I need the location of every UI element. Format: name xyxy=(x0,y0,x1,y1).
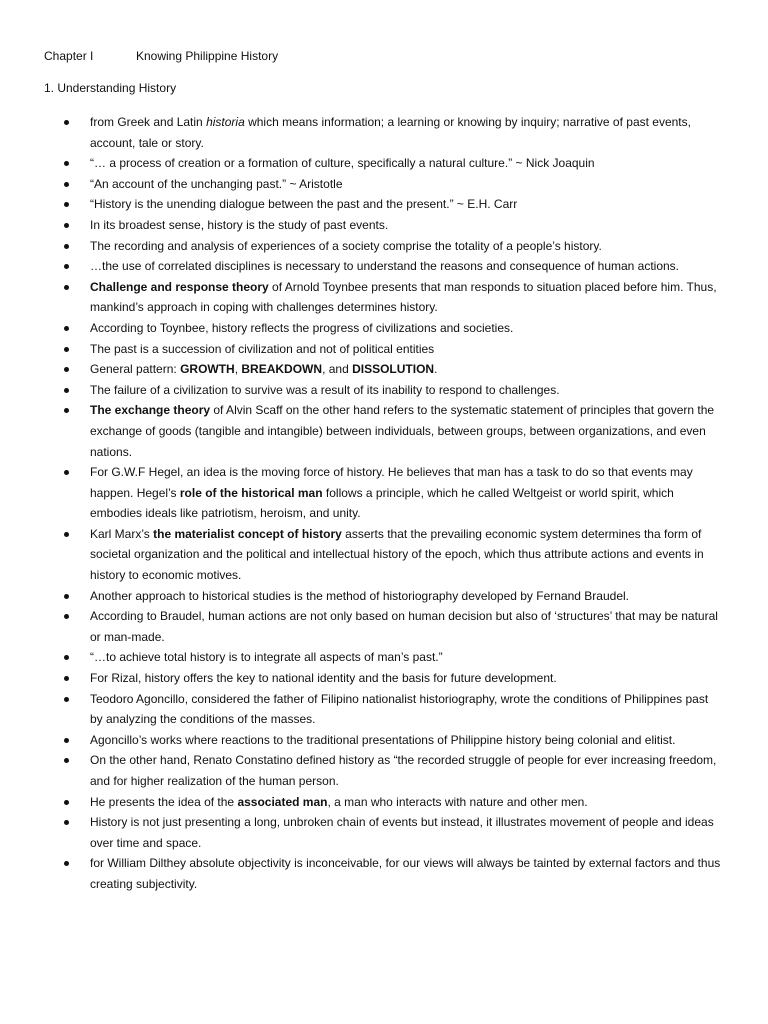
chapter-label: Chapter I xyxy=(44,49,94,63)
list-item-text: DISSOLUTION xyxy=(352,362,435,377)
list-item xyxy=(44,730,724,751)
list-item xyxy=(44,359,724,380)
list-item-text: “…to achieve total history is to integrate all aspects of man’s past.” xyxy=(90,650,443,665)
list-item-text: “History is the unending dialogue between the past and the present.” ~ E.H. Carr xyxy=(90,197,518,212)
list-item-text: the materialist concept of history xyxy=(153,526,342,541)
bullet-icon xyxy=(64,223,69,228)
list-item-text: for William Dilthey absolute objectivity is inconceivable, for our views will always be tainted by external factors and thus creating subjectivity. xyxy=(90,856,721,891)
list-item-text: role of the historical man xyxy=(179,485,323,500)
list-item-text: The recording and analysis of experiences of a society comprise the totality of a people’s history. xyxy=(90,238,602,253)
section-heading: 1. Understanding History xyxy=(44,81,177,95)
list-item xyxy=(44,647,724,668)
list-item-text: from Greek and Latin xyxy=(90,115,207,129)
bullet-icon xyxy=(64,347,69,352)
bullet-icon xyxy=(64,800,69,805)
list-item-text: For Rizal, history offers the key to national identity and the basis for future development. xyxy=(90,671,557,686)
list-item xyxy=(44,689,724,730)
list-item xyxy=(44,400,724,462)
list-item xyxy=(44,668,724,689)
list-item-text: of Arnold Toynbee presents that man responds to situation placed before him. Thus, mankind’s approach in coping with challenges determines history. xyxy=(90,279,717,315)
list-item-text: which means information; a learning or knowing by inquiry; narrative of past events, account, tale or story. xyxy=(90,115,691,150)
list-item xyxy=(44,853,724,894)
bullet-icon xyxy=(64,532,69,537)
list-item-text: BREAKDOWN xyxy=(241,362,323,377)
list-item-text: of Alvin Scaff on the other hand refers to the systematic statement of principles that govern the exchange of goods (tangible and intangible) between individuals, between groups, between organizations, and even nations. xyxy=(90,403,715,459)
list-item xyxy=(44,812,724,853)
bullet-icon xyxy=(64,820,69,825)
bullet-icon xyxy=(64,120,69,125)
list-item-text: follows a principle, which he called Weltgeist or world spirit, which embodies ideals like patriotism, heroism, and unity. xyxy=(90,485,674,521)
list-item xyxy=(44,215,724,236)
bullet-icon xyxy=(64,738,69,743)
list-item xyxy=(44,524,724,586)
list-item-text: Another approach to historical studies is the method of historiography developed by Fernand Braudel. xyxy=(90,588,629,603)
list-item-text: historia xyxy=(206,115,245,129)
list-item-text: General pattern: xyxy=(90,362,181,377)
bullet-icon xyxy=(64,367,69,372)
bullet-icon xyxy=(64,161,69,166)
bullet-icon xyxy=(64,655,69,660)
bullet-icon xyxy=(64,202,69,207)
bullet-icon xyxy=(64,182,69,187)
list-item xyxy=(44,380,724,401)
list-item-text: “… a process of creation or a formation of culture, specifically a natural culture.” ~ Nick Joaquin xyxy=(90,156,595,171)
list-item-text: In its broadest sense, history is the study of past events. xyxy=(90,217,389,232)
list-item-text: GROWTH xyxy=(180,362,235,377)
list-item xyxy=(44,462,724,524)
bullet-icon xyxy=(64,388,69,393)
list-item-text: On the other hand, Renato Constatino defined history as “the recorded struggle of people for ever increasing freedom, and for higher realization of the human person. xyxy=(90,753,717,788)
list-item xyxy=(44,112,724,153)
bullet-icon xyxy=(64,264,69,269)
list-item xyxy=(44,606,724,647)
list-item-text: Teodoro Agoncillo, considered the father of Filipino nationalist historiography, wrote the conditions of Philippines past by analyzing the conditions of the masses. xyxy=(90,691,709,727)
list-item-text: According to Braudel, human actions are not only based on human decision but also of ‘structures’ that may be natural or man-made. xyxy=(90,609,718,644)
list-item xyxy=(44,792,724,813)
list-item xyxy=(44,339,724,360)
list-item-text: The past is a succession of civilization and not of political entities xyxy=(90,341,435,356)
bullet-icon xyxy=(64,285,69,290)
list-item-text: He presents the idea of the xyxy=(90,794,238,809)
list-item-text: Karl Marx’s xyxy=(90,526,154,541)
list-item xyxy=(44,277,724,318)
list-item xyxy=(44,153,724,174)
bullet-icon xyxy=(64,861,69,866)
list-item-text: . xyxy=(434,362,438,377)
bullet-icon xyxy=(64,676,69,681)
bullet-icon xyxy=(64,697,69,702)
list-item-text: , xyxy=(234,362,242,377)
bullet-icon xyxy=(64,470,69,475)
list-item xyxy=(44,750,724,791)
list-item xyxy=(44,318,724,339)
list-item-text: , a man who interacts with nature and other men. xyxy=(327,794,588,809)
list-item xyxy=(44,236,724,257)
bullet-icon xyxy=(64,244,69,249)
bullet-list xyxy=(44,112,724,895)
list-item-text: …the use of correlated disciplines is necessary to understand the reasons and consequence of human actions. xyxy=(90,259,680,274)
list-item-text: According to Toynbee, history reflects the progress of civilizations and societies. xyxy=(90,320,514,335)
bullet-icon xyxy=(64,614,69,619)
list-item xyxy=(44,256,724,277)
bullet-icon xyxy=(64,408,69,413)
list-item-text: , and xyxy=(322,362,353,377)
list-item-text: Agoncillo’s works where reactions to the traditional presentations of Philippine history being colonial and elitist. xyxy=(90,732,676,747)
list-item xyxy=(44,194,724,215)
list-item-text: Challenge and response theory xyxy=(90,279,269,294)
list-item-text: The failure of a civilization to survive was a result of its inability to respond to challenges. xyxy=(90,382,560,397)
list-item-text: History is not just presenting a long, unbroken chain of events but instead, it illustrates movement of people and ideas over time and space. xyxy=(90,815,714,850)
list-item-text: “An account of the unchanging past.” ~ Aristotle xyxy=(90,176,343,191)
list-item xyxy=(44,174,724,195)
bullet-icon xyxy=(64,758,69,763)
list-item-text: associated man xyxy=(237,794,328,809)
chapter-heading xyxy=(44,48,278,64)
list-item-text: For G.W.F Hegel, an idea is the moving force of history. He believes that man has a task to do so that events may happen. Hegel’s xyxy=(90,465,693,500)
list-item-text: The exchange theory xyxy=(90,403,211,418)
chapter-title: Knowing Philippine History xyxy=(136,49,279,63)
bullet-icon xyxy=(64,326,69,331)
bullet-icon xyxy=(64,594,69,599)
list-item-text: asserts that the prevailing economic system determines tha form of societal organization and the political and intellectual history of the epoch, which thus attribute actions and events in history to economic motives. xyxy=(90,526,704,583)
list-item xyxy=(44,586,724,607)
